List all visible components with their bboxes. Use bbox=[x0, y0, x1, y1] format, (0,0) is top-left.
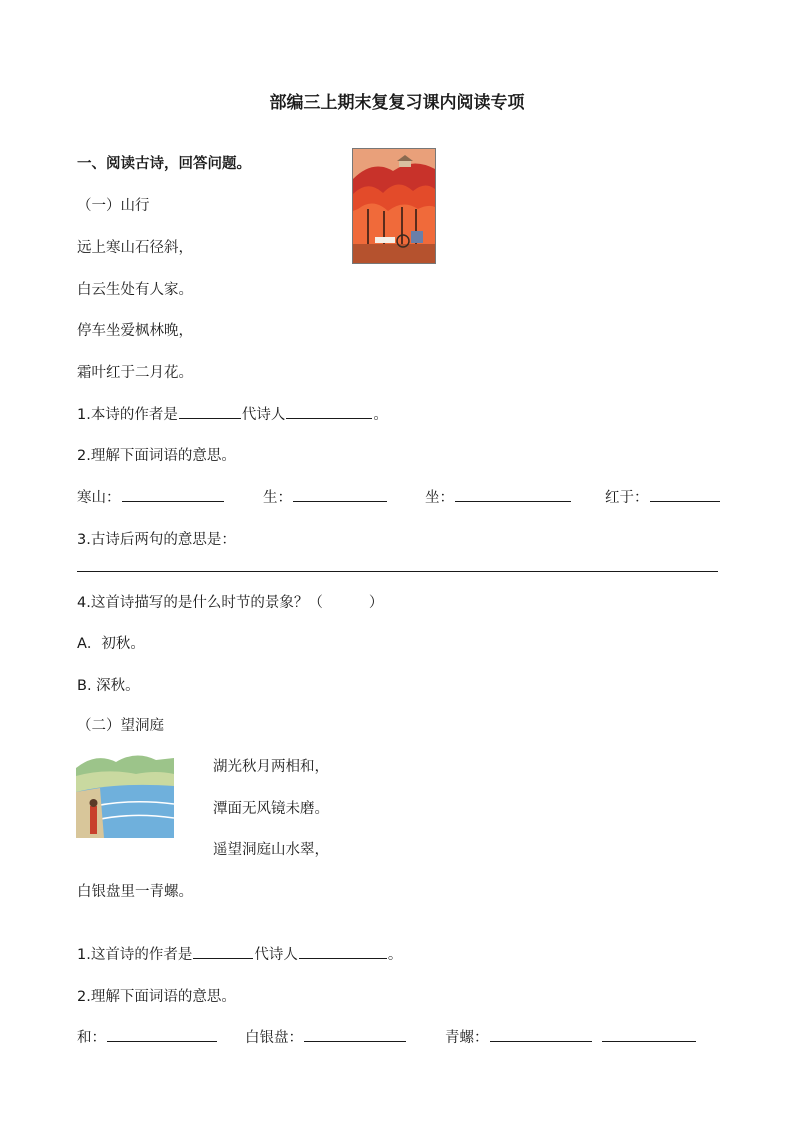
term-label: 坐： bbox=[425, 490, 454, 506]
answer-blank-poet[interactable] bbox=[286, 404, 372, 419]
answer-line[interactable] bbox=[77, 571, 718, 572]
question-meaning-lines: 3.古诗后两句的意思是： bbox=[77, 532, 236, 548]
answer-blank-zuo[interactable] bbox=[455, 487, 571, 502]
option-a: A．初秋。 bbox=[77, 636, 145, 652]
question-text: 代诗人 bbox=[254, 947, 298, 963]
question-text: 1.这首诗的作者是 bbox=[77, 947, 193, 963]
poem2-line: 湖光秋月两相和， bbox=[213, 759, 329, 775]
section-heading: 一、阅读古诗，回答问题。 bbox=[77, 156, 251, 172]
answer-blank-he[interactable] bbox=[107, 1027, 217, 1042]
question-text: ） bbox=[368, 595, 384, 611]
question-text: 1.本诗的作者是 bbox=[77, 407, 178, 423]
question-text: 4.这首诗描写的是什么时节的景象？（ bbox=[77, 595, 323, 611]
maple-forest-illustration bbox=[352, 148, 436, 264]
term-label: 红于： bbox=[605, 490, 649, 506]
term-row-item bbox=[605, 486, 721, 507]
answer-blank-dynasty[interactable] bbox=[179, 404, 241, 419]
poem2-line: 遥望洞庭山水翠， bbox=[213, 842, 329, 858]
term-label: 寒山： bbox=[77, 490, 121, 506]
term-label: 白银盘： bbox=[245, 1030, 303, 1046]
term-row-item bbox=[77, 1026, 218, 1047]
answer-blank-dynasty[interactable] bbox=[193, 944, 253, 959]
question-meaning: 2.理解下面词语的意思。 bbox=[77, 989, 236, 1005]
answer-blank-hongyu[interactable] bbox=[650, 487, 720, 502]
term-label: 和： bbox=[77, 1030, 106, 1046]
term-row-item bbox=[445, 1026, 697, 1047]
poem1-line: 霜叶红于二月花。 bbox=[77, 365, 193, 381]
poem1-line: 白云生处有人家。 bbox=[77, 282, 193, 298]
question-author bbox=[77, 403, 388, 424]
option-b: B. 深秋。 bbox=[77, 678, 140, 694]
question-meaning: 2.理解下面词语的意思。 bbox=[77, 448, 236, 464]
answer-blank-qingluo[interactable] bbox=[490, 1027, 592, 1042]
lake-illustration bbox=[76, 748, 174, 838]
answer-blank-sheng[interactable] bbox=[293, 487, 387, 502]
question-text: 。 bbox=[387, 947, 403, 963]
answer-blank-qingluo-extra[interactable] bbox=[602, 1027, 696, 1042]
poem2-line: 潭面无风镜未磨。 bbox=[213, 801, 329, 817]
page-title: 部编三上期末复复习课内阅读专项 bbox=[269, 93, 525, 113]
poem1-line: 停车坐爱枫林晚， bbox=[77, 323, 193, 339]
term-row-item bbox=[425, 486, 572, 507]
question-author bbox=[77, 943, 402, 964]
term-row-item bbox=[77, 486, 225, 507]
question-season bbox=[77, 591, 383, 612]
term-row-item bbox=[245, 1026, 407, 1047]
answer-blank-poet[interactable] bbox=[299, 944, 387, 959]
question-text: 代诗人 bbox=[241, 407, 286, 423]
poem2-line: 白银盘里一青螺。 bbox=[77, 884, 193, 900]
poem2-title: （二）望洞庭 bbox=[77, 718, 164, 734]
poem1-line: 远上寒山石径斜， bbox=[77, 240, 193, 256]
poem1-title: （一）山行 bbox=[77, 198, 150, 214]
term-label: 生： bbox=[263, 490, 292, 506]
term-label: 青螺： bbox=[445, 1030, 489, 1046]
question-text: 。 bbox=[373, 407, 388, 423]
answer-blank-hanshan[interactable] bbox=[122, 487, 224, 502]
term-row-item bbox=[263, 486, 388, 507]
answer-blank-baiyinpan[interactable] bbox=[304, 1027, 406, 1042]
